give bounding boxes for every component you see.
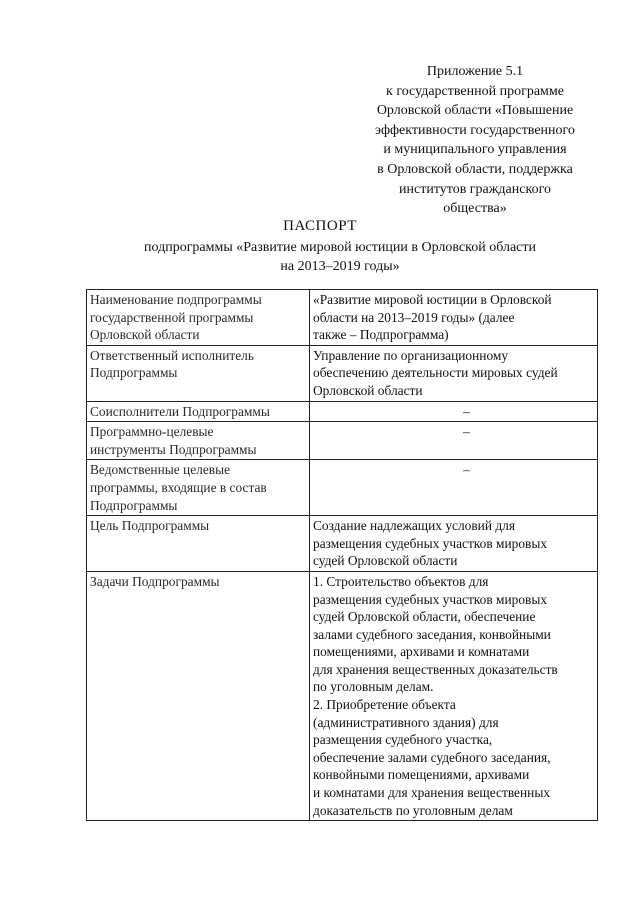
row-value-cell [310, 422, 598, 460]
value-line: размещения судебного участка, [313, 732, 493, 748]
appendix-line: к государственной программе [386, 83, 564, 99]
appendix-header [350, 62, 600, 219]
row-label-cell [87, 516, 310, 572]
empty-dash: – [463, 424, 470, 440]
appendix-line: эффективности государственного [375, 122, 575, 138]
value-line: Управление по организационному [313, 347, 509, 363]
value-line: также – Подпрограмма) [313, 327, 449, 343]
value-line: доказательств по уголовным делам [313, 802, 513, 818]
appendix-line: в Орловской области, поддержка [377, 161, 573, 177]
value-line: области на 2013–2019 годы» (далее [313, 309, 515, 325]
table-row [87, 460, 598, 516]
appendix-line: институтов гражданского [399, 181, 551, 197]
appendix-line: Орловской области «Повышение [376, 103, 574, 119]
empty-dash: – [463, 403, 470, 419]
label-line: инструменты Подпрограммы [90, 441, 257, 457]
subtitle-line: подпрограммы «Развитие мировой юстиции в Орловской области [143, 240, 536, 255]
row-label-cell [87, 345, 310, 401]
row-value-cell [310, 516, 598, 572]
label-line: Орловской области [90, 327, 200, 343]
label-line: государственной программы [90, 309, 254, 325]
value-line: и комнатами для хранения вещественных [313, 785, 551, 801]
value-line: размещения судебных участков мировых [313, 535, 548, 551]
value-line: помещениями, архивами и комнатами [313, 644, 530, 660]
value-line: судей Орловской области, обеспечение [313, 609, 536, 625]
label-line: программы, входящие в состав [90, 479, 267, 495]
passport-title: ПАСПОРТ [283, 218, 357, 234]
row-value-cell [310, 401, 598, 422]
value-line: размещения судебных участков мировых [313, 591, 548, 607]
value-line: Создание надлежащих условий для [313, 518, 515, 534]
value-line: обеспечению деятельности мировых судей [313, 365, 558, 381]
row-label-cell [87, 290, 310, 346]
row-value-cell [310, 571, 598, 820]
label-line: Ответственный исполнитель [90, 347, 254, 363]
value-line: «Развитие мировой юстиции в Орловской [313, 292, 552, 307]
value-line: (административного здания) для [313, 714, 499, 730]
row-label-cell [87, 422, 310, 460]
empty-dash: – [463, 462, 470, 478]
label-line: Соисполнители Подпрограммы [90, 403, 270, 419]
row-label-cell [87, 460, 310, 516]
value-line: Орловской области [313, 382, 423, 398]
table-row [87, 422, 598, 460]
label-line: Задачи Подпрограммы [90, 573, 220, 589]
row-value-cell [310, 460, 598, 516]
table-row [87, 290, 598, 346]
table-row [87, 401, 598, 422]
passport-table [86, 289, 598, 821]
subtitle-line: на 2013–2019 годы» [280, 259, 400, 274]
label-line: Цель Подпрограммы [90, 518, 210, 534]
appendix-line: общества» [443, 201, 507, 217]
row-value-cell [310, 345, 598, 401]
label-line: Наименование подпрограммы [90, 292, 262, 307]
table-row [87, 345, 598, 401]
value-line: судей Орловской области [313, 553, 458, 569]
value-line: залами судебного заседания, конвойными [313, 626, 551, 642]
value-line: 2. Приобретение объекта [313, 697, 456, 713]
value-line: по уголовным делам. [313, 679, 434, 695]
value-line: для хранения вещественных доказательств [313, 661, 558, 677]
value-line: конвойными помещениями, архивами [313, 767, 530, 783]
row-value-cell [310, 290, 598, 346]
appendix-line: и муниципального управления [383, 142, 567, 158]
label-line: Подпрограммы [90, 497, 178, 513]
table-row [87, 571, 598, 820]
appendix-line: Приложение 5.1 [426, 64, 524, 79]
value-line: обеспечение залами судебного заседания, [313, 749, 551, 765]
row-label-cell [87, 571, 310, 820]
table-row [87, 516, 598, 572]
row-label-cell [87, 401, 310, 422]
label-line: Подпрограммы [90, 365, 178, 381]
passport-subtitle [95, 238, 585, 276]
value-line: 1. Строительство объектов для [313, 573, 489, 589]
label-line: Программно-целевые [90, 424, 214, 440]
label-line: Ведомственные целевые [90, 462, 231, 478]
